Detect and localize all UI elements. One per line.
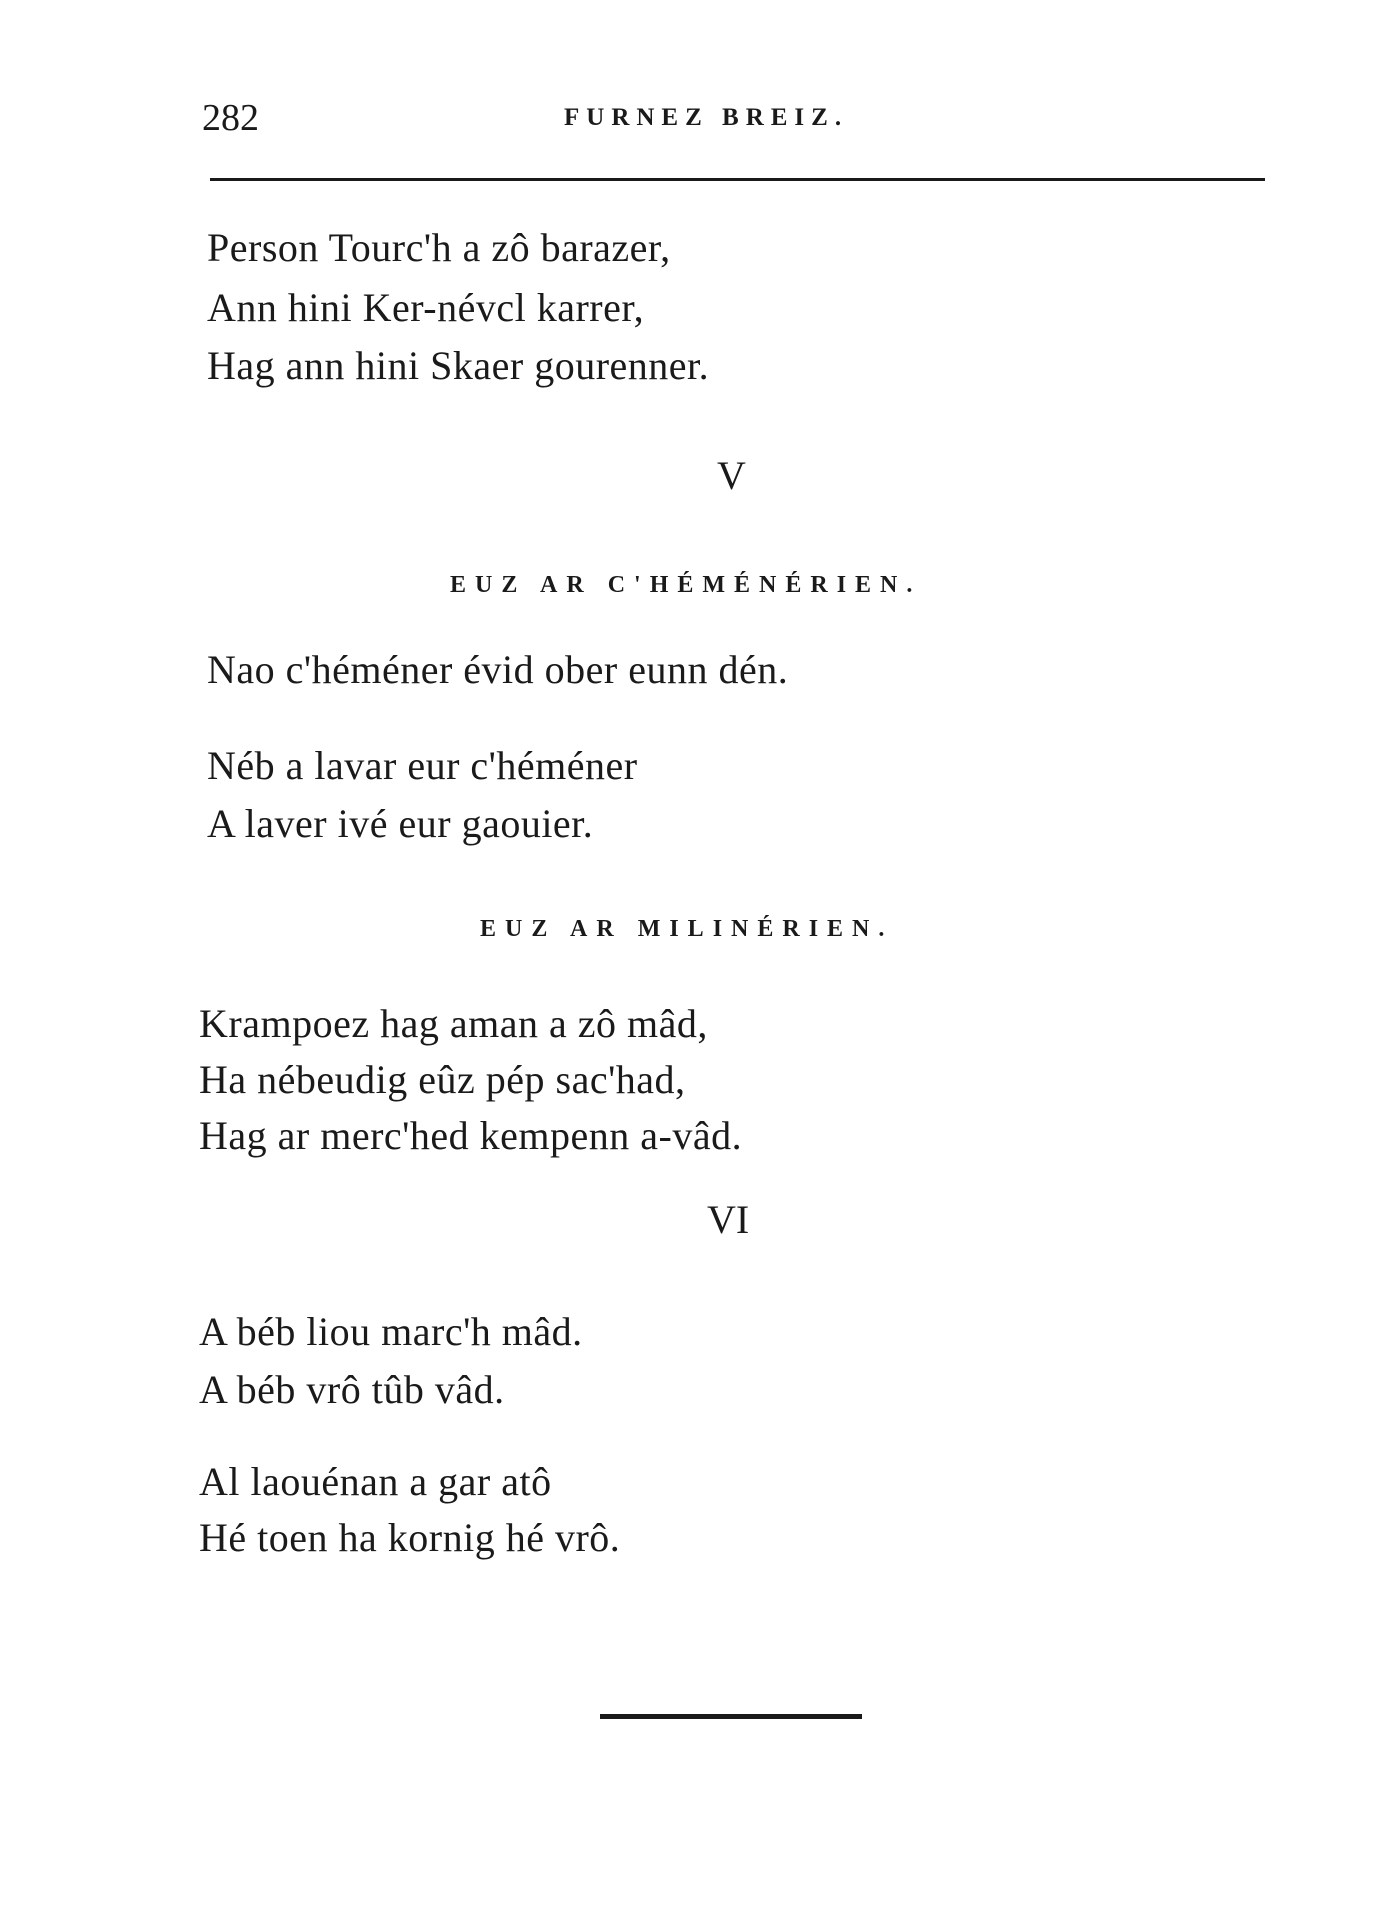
end-rule [600, 1714, 862, 1719]
verse-line: Hé toen ha kornig hé vrô. [199, 1515, 621, 1560]
verse-line: Krampoez hag aman a zô mâd, [199, 1001, 708, 1046]
verse-line: Ann hini Ker-névcl karrer, [207, 285, 645, 330]
page-number: 282 [202, 97, 259, 139]
verse-line: Néb a lavar eur c'héméner [207, 743, 638, 788]
section-subtitle-hemenerien: EUZ AR C'HÉMÉNÉRIEN. [450, 572, 922, 598]
verse-line: A laver ivé eur gaouier. [207, 801, 594, 846]
section-numeral-vi: VI [707, 1197, 750, 1242]
verse-line: Hag ar merc'hed kempenn a-vâd. [199, 1113, 743, 1158]
verse-line: A béb liou marc'h mâd. [199, 1309, 583, 1354]
section-subtitle-milinerien: EUZ AR MILINÉRIEN. [480, 916, 894, 942]
verse-line: Ha nébeudig eûz pép sac'had, [199, 1057, 686, 1102]
running-title: FURNEZ BREIZ. [564, 104, 849, 131]
verse-line: A béb vrô tûb vâd. [199, 1367, 505, 1412]
verse-line: Nao c'héméner évid ober eunn dén. [207, 647, 789, 692]
verse-line: Person Tourc'h a zô barazer, [207, 225, 671, 270]
header-rule [210, 178, 1265, 181]
verse-line: Al laouénan a gar atô [199, 1459, 552, 1504]
section-numeral-v: V [717, 453, 746, 498]
verse-line: Hag ann hini Skaer gourenner. [207, 343, 710, 388]
